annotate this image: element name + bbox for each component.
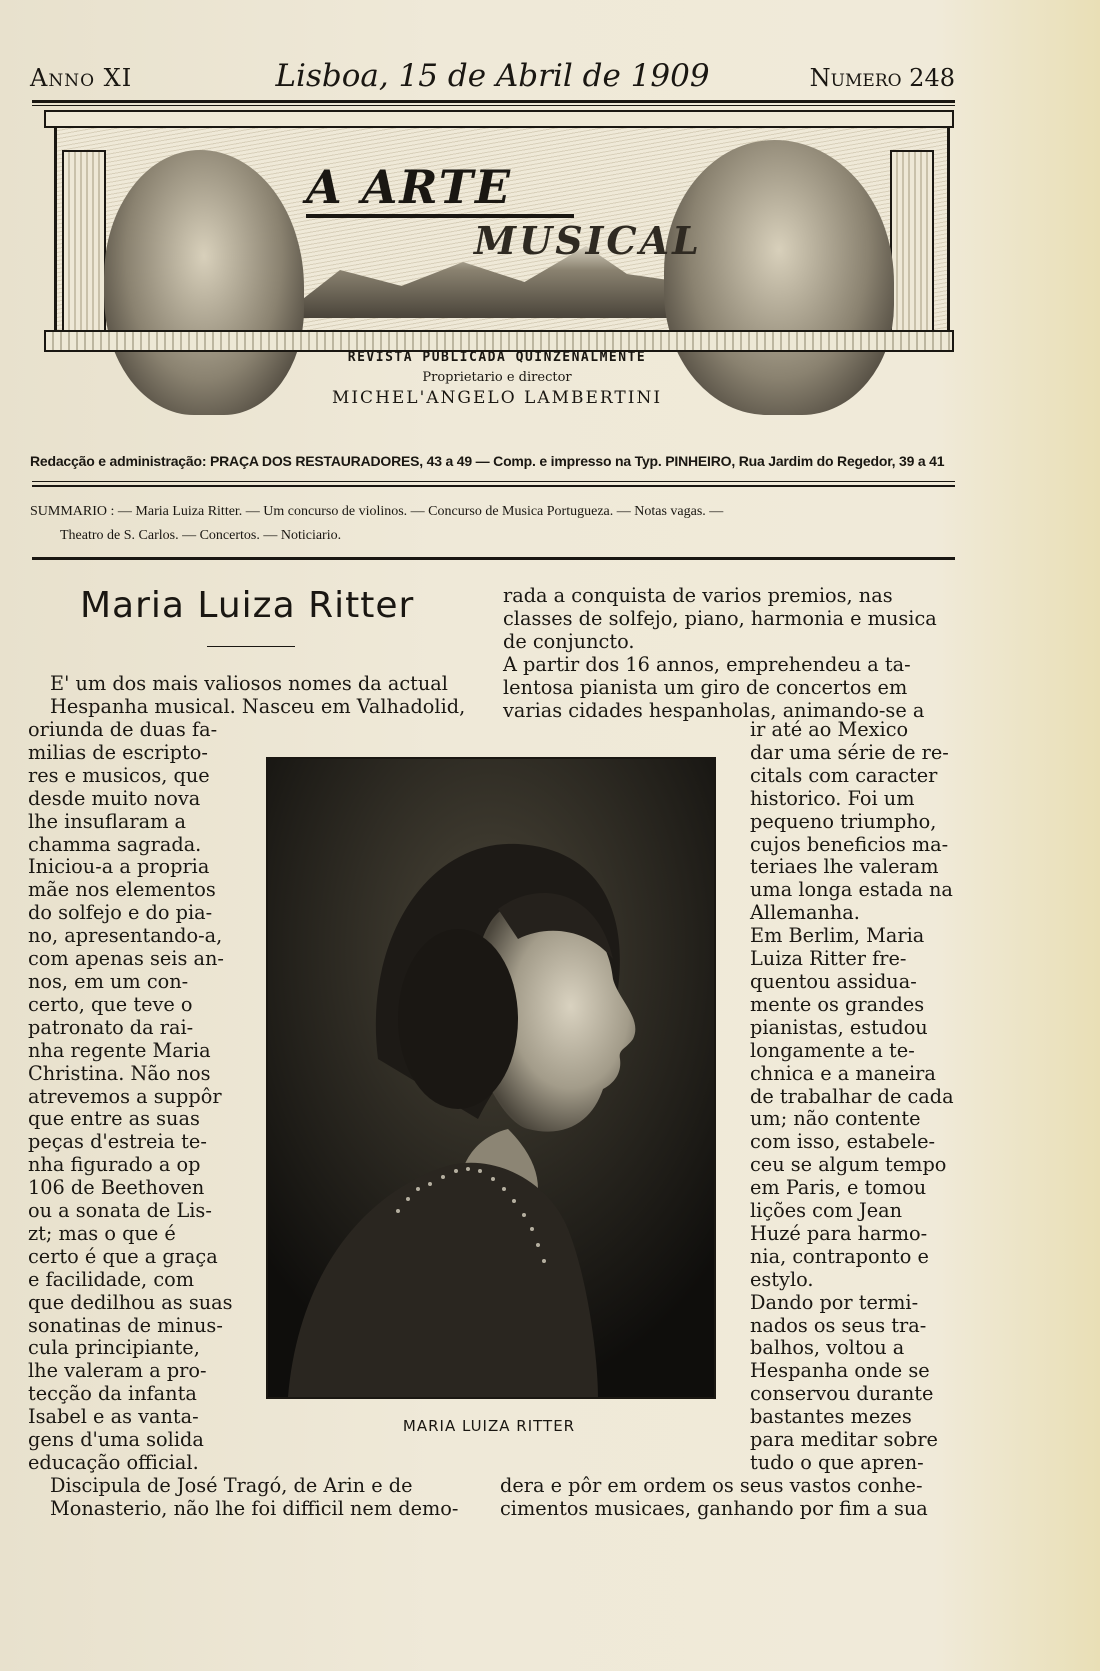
address-rule-thick xyxy=(32,485,955,487)
right-column-ornament xyxy=(890,150,934,332)
text-line: A partir dos 16 annos, emprehendeu a ta- xyxy=(503,652,911,676)
text-line: lentosa pianista um giro de concertos em xyxy=(503,675,908,699)
text-line: cujos beneficios ma- xyxy=(750,832,949,856)
text-line: estylo. xyxy=(750,1267,814,1291)
text-line: pequeno triumpho, xyxy=(750,809,937,833)
text-line: Isabel e as vanta- xyxy=(28,1405,199,1429)
text-line: certo é que a graça xyxy=(28,1244,218,1268)
text-line: Hespanha musical. Nasceu em Valhadolid, xyxy=(50,694,466,718)
header-rule-thin xyxy=(32,105,955,106)
text-line: zt; mas o que é xyxy=(28,1221,176,1245)
text-line: patronato da rai- xyxy=(28,1015,194,1039)
portrait-illustration xyxy=(268,759,714,1397)
masthead xyxy=(44,110,954,445)
text-line: historico. Foi um xyxy=(750,786,915,810)
text-line: rada a conquista de varios premios, nas xyxy=(503,584,893,607)
text-line: certo, que teve o xyxy=(28,992,193,1016)
text-line: em Paris, e tomou xyxy=(750,1176,927,1200)
magazine-subtitle: MUSICAL xyxy=(474,218,702,263)
masthead-cornice xyxy=(44,110,954,128)
left-column-full xyxy=(50,673,478,719)
text-line: Dando por termi- xyxy=(750,1290,919,1314)
text-line: que entre as suas xyxy=(28,1107,200,1131)
text-line: quentou assidua- xyxy=(750,969,917,993)
text-line: de trabalhar de cada xyxy=(750,1084,954,1108)
text-line: balhos, voltou a xyxy=(750,1336,905,1360)
text-line: ir até ao Mexico xyxy=(750,718,909,741)
text-line: varias cidades hespanholas, animando-se a xyxy=(503,698,925,722)
text-line: milias de escripto- xyxy=(28,740,208,764)
text-line: nha figurado a op xyxy=(28,1153,201,1177)
text-line: gens d'uma solida xyxy=(28,1428,204,1452)
text-line: peças d'estreia te- xyxy=(28,1130,207,1154)
text-line: Em Berlim, Maria xyxy=(750,924,925,948)
text-line: atrevemos a suppôr xyxy=(28,1084,222,1108)
text-line: Monasterio, não lhe foi difficil nem demo- xyxy=(50,1496,459,1520)
header-rule xyxy=(32,100,955,103)
text-line: lhe insuflaram a xyxy=(28,809,186,833)
issue-number: Numero 248 xyxy=(809,64,955,92)
text-line: desde muito nova xyxy=(28,786,201,810)
text-line: educação official. xyxy=(28,1451,199,1474)
text-line: mãe nos elementos xyxy=(28,878,216,902)
text-line: nha regente Maria xyxy=(28,1038,211,1062)
text-line: Luiza Ritter fre- xyxy=(750,947,907,971)
text-line: conservou durante xyxy=(750,1382,934,1406)
text-line: cimentos musicaes, ganhando por fim a sua xyxy=(500,1496,928,1520)
right-column-bottom xyxy=(500,1475,955,1521)
text-line: res e musicos, que xyxy=(28,763,210,787)
text-line: chnica e a maneira xyxy=(750,1061,936,1085)
text-line: com apenas seis an- xyxy=(28,947,224,971)
text-line: nos, em um con- xyxy=(28,969,189,993)
address-rule xyxy=(32,481,955,482)
text-line: um; não contente xyxy=(750,1107,921,1131)
text-line: com isso, estabele- xyxy=(750,1130,936,1154)
text-line: classes de solfejo, piano, harmonia e musica xyxy=(503,606,937,630)
right-column-full xyxy=(503,585,955,722)
text-line: que dedilhou as suas xyxy=(28,1290,233,1314)
text-line: dera e pôr em ordem os seus vastos conhe- xyxy=(500,1474,923,1497)
text-line: nia, contraponto e xyxy=(750,1244,929,1268)
text-line: Discipula de José Tragó, de Arin e de xyxy=(50,1474,413,1497)
editorial-address: Redacção e administração: PRAÇA DOS RESTAURADORES, 43 a 49 — Comp. e impresso na Typ. PINHEIRO, Rua Jardim do Regedor, 39 a 41 xyxy=(30,453,945,469)
text-line: pianistas, estudou xyxy=(750,1015,928,1039)
volume-number: Anno XI xyxy=(30,64,133,92)
text-line: de conjuncto. xyxy=(503,629,635,653)
magazine-title: A ARTE xyxy=(306,160,513,214)
text-line: mente os grandes xyxy=(750,992,925,1016)
text-line: ceu se algum tempo xyxy=(750,1153,947,1177)
text-line: citals com caracter xyxy=(750,763,938,787)
text-line: Huzé para harmo- xyxy=(750,1221,928,1245)
text-line: Iniciou-a a propria xyxy=(28,855,210,879)
text-line: lições com Jean xyxy=(750,1199,903,1223)
summary-line: SUMMARIO : — Maria Luiza Ritter. — Um concurso de violinos. — Concurso de Musica Portugueza. — Notas vagas. — xyxy=(30,504,724,519)
text-line: E' um dos mais valiosos nomes da actual xyxy=(50,672,448,695)
text-line: longamente a te- xyxy=(750,1038,915,1062)
text-line: nados os seus tra- xyxy=(750,1313,927,1337)
text-line: e facilidade, com xyxy=(28,1267,195,1291)
text-line: Christina. Não nos xyxy=(28,1061,211,1085)
portrait-photo xyxy=(266,757,716,1399)
dateline: Lisboa, 15 de Abril de 1909 xyxy=(275,58,710,94)
text-line: teriaes lhe valeram xyxy=(750,855,939,879)
issue-header xyxy=(30,58,955,98)
text-line: para meditar sobre xyxy=(750,1428,938,1452)
text-line: ou a sonata de Lis- xyxy=(28,1199,212,1223)
text-line: dar uma série de re- xyxy=(750,740,949,764)
text-line: do solfejo e do pia- xyxy=(28,901,213,925)
text-line: Allemanha. xyxy=(750,901,860,925)
publication-frequency: REVISTA PUBLICADA QUINZENALMENTE xyxy=(347,350,647,365)
text-line: lhe valeram a pro- xyxy=(28,1359,207,1383)
table-of-contents xyxy=(30,500,955,548)
left-column-narrow xyxy=(28,719,233,1475)
right-column-narrow xyxy=(750,719,955,1475)
text-line: chamma sagrada. xyxy=(28,832,202,856)
left-column-ornament xyxy=(62,150,106,332)
text-line: tecção da infanta xyxy=(28,1382,197,1406)
text-line: 106 de Beethoven xyxy=(28,1176,205,1200)
text-line: no, apresentando-a, xyxy=(28,924,223,948)
proprietor-label: Proprietario e director xyxy=(422,370,572,385)
text-line: sonatinas de minus- xyxy=(28,1313,223,1337)
text-line: Hespanha onde se xyxy=(750,1359,930,1383)
text-line: bastantes mezes xyxy=(750,1405,912,1429)
article-title: Maria Luiza Ritter xyxy=(80,585,415,626)
summary-line: Theatro de S. Carlos. — Concertos. — Noticiario. xyxy=(60,528,342,543)
text-line: uma longa estada na xyxy=(750,878,953,902)
director-name: MICHEL'ANGELO LAMBERTINI xyxy=(331,388,663,408)
text-line: cula principiante, xyxy=(28,1336,200,1360)
summary-rule xyxy=(32,557,955,560)
text-line: tudo o que apren- xyxy=(750,1451,924,1474)
photo-caption: MARIA LUIZA RITTER xyxy=(402,1417,576,1435)
left-column-bottom xyxy=(50,1475,478,1521)
masthead-base xyxy=(44,330,954,352)
text-line: oriunda de duas fa- xyxy=(28,718,218,741)
title-divider xyxy=(207,646,295,647)
